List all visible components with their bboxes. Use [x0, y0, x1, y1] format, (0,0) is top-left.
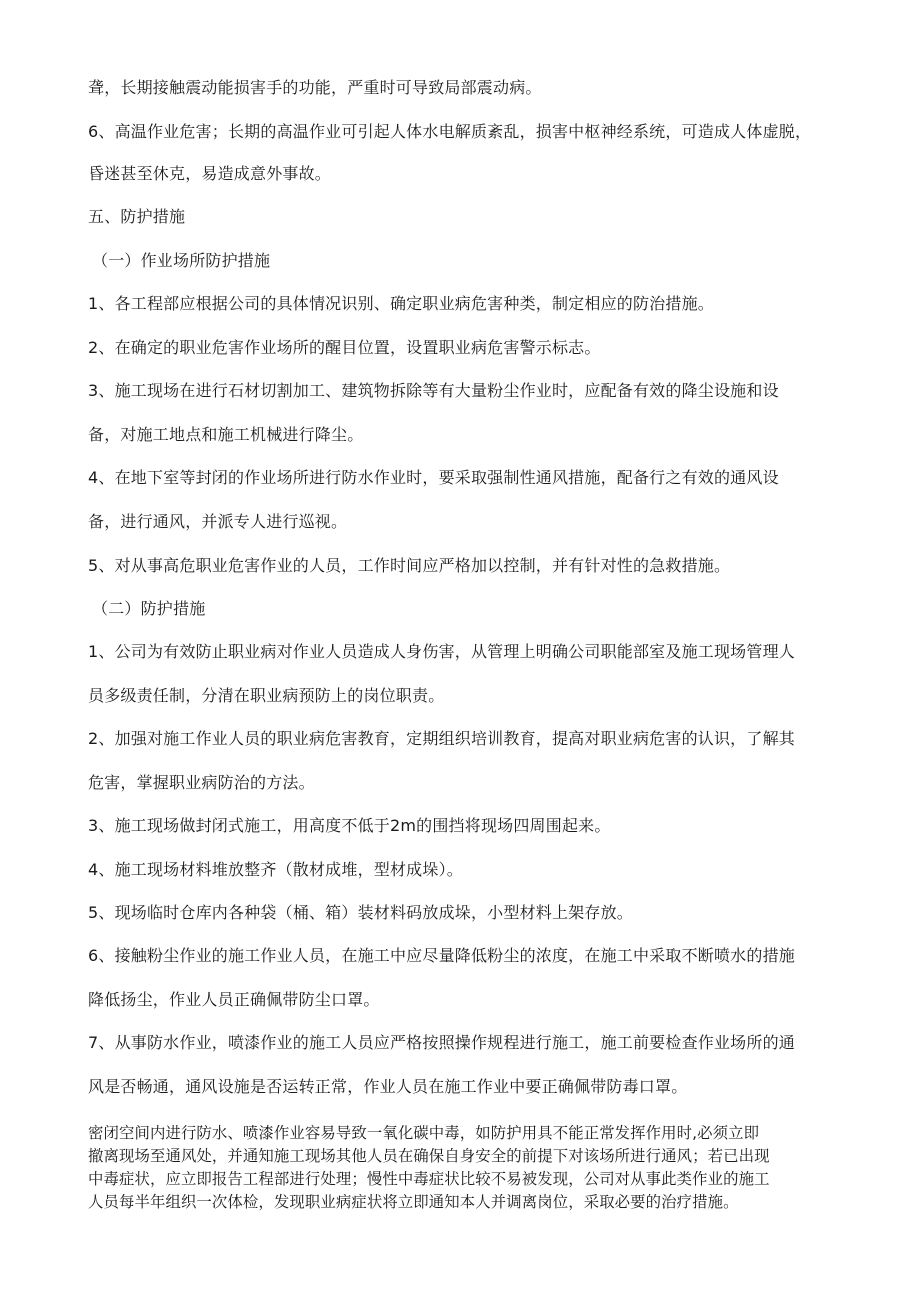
paragraph-line: 降低扬尘，作业人员正确佩带防尘口罩。 — [88, 990, 380, 1009]
paragraph-line: 2、在确定的职业危害作业场所的醒目位置，设置职业病危害警示标志。 — [88, 338, 601, 357]
paragraph-line: 1、公司为有效防止职业病对作业人员造成人身伤害，从管理上明确公司职能部室及施工现场管理人 — [88, 642, 795, 661]
paragraph-line: 4、施工现场材料堆放整齐（散材成堆，型材成垛）。 — [88, 860, 463, 879]
paragraph-line: 危害，掌握职业病防治的方法。 — [88, 773, 315, 792]
section-heading: 五、防护措施 — [88, 207, 186, 226]
paragraph-line: 3、施工现场做封闭式施工，用高度不低于2m的围挡将现场四周围起来。 — [88, 816, 611, 835]
subsection-heading: （一）作业场所防护措施 — [92, 251, 271, 270]
paragraph-line: 昏迷甚至休克，易造成意外事故。 — [88, 164, 332, 183]
paragraph-line: 2、加强对施工作业人员的职业病危害教育，定期组织培训教育，提高对职业病危害的认识，了解其 — [88, 729, 795, 748]
paragraph-line: 4、在地下室等封闭的作业场所进行防水作业时，要采取强制性通风措施，配备行之有效的通风设 — [88, 468, 779, 487]
paragraph-line: 3、施工现场在进行石材切割加工、建筑物拆除等有大量粉尘作业时，应配备有效的降尘设施和设 — [88, 381, 779, 400]
paragraph-line: 7、从事防水作业，喷漆作业的施工人员应严格按照操作规程进行施工，施工前要检查作业场所的通 — [88, 1033, 795, 1052]
paragraph-line: 聋，长期接触震动能损害手的功能，严重时可导致局部震动病。 — [88, 78, 542, 97]
paragraph-line: 5、现场临时仓库内各种袋（桶、箱）装材料码放成垛，小型材料上架存放。 — [88, 903, 633, 922]
paragraph-line: 5、对从事高危职业危害作业的人员，工作时间应严格加以控制，并有针对性的急救措施。 — [88, 556, 731, 575]
final-paragraph-line: 人员每半年组织一次体检，发现职业病症状将立即通知本人并调离岗位，采取必要的治疗措施。 — [88, 1193, 739, 1211]
paragraph-line: 备，进行通风，并派专人进行巡视。 — [88, 512, 348, 531]
paragraph-line: 6、高温作业危害；长期的高温作业可引起人体水电解质紊乱，损害中枢神经系统，可造成人体虚脱， — [88, 122, 812, 141]
subsection-heading: （二）防护措施 — [92, 599, 206, 618]
final-paragraph-line: 密闭空间内进行防水、喷漆作业容易导致一氧化碳中毒，如防护用具不能正常发挥作用时,必须立即 — [88, 1124, 760, 1142]
paragraph-line: 风是否畅通，通风设施是否运转正常，作业人员在施工作业中要正确佩带防毒口罩。 — [88, 1077, 688, 1096]
final-paragraph-line: 中毒症状，应立即报告工程部进行处理；慢性中毒症状比较不易被发现，公司对从事此类作业的施工 — [88, 1170, 770, 1188]
paragraph-line: 员多级责任制，分清在职业病预防上的岗位职责。 — [88, 686, 445, 705]
paragraph-line: 备，对施工地点和施工机械进行降尘。 — [88, 425, 364, 444]
paragraph-line: 6、接触粉尘作业的施工作业人员，在施工中应尽量降低粉尘的浓度，在施工中采取不断喷水的措施 — [88, 946, 795, 965]
final-paragraph-line: 撤离现场至通风处，并通知施工现场其他人员在确保自身安全的前提下对该场所进行通风；若已出现 — [88, 1147, 770, 1165]
paragraph-line: 1、各工程部应根据公司的具体情况识别、确定职业病危害种类，制定相应的防治措施。 — [88, 294, 714, 313]
final-paragraph — [88, 1122, 838, 1214]
